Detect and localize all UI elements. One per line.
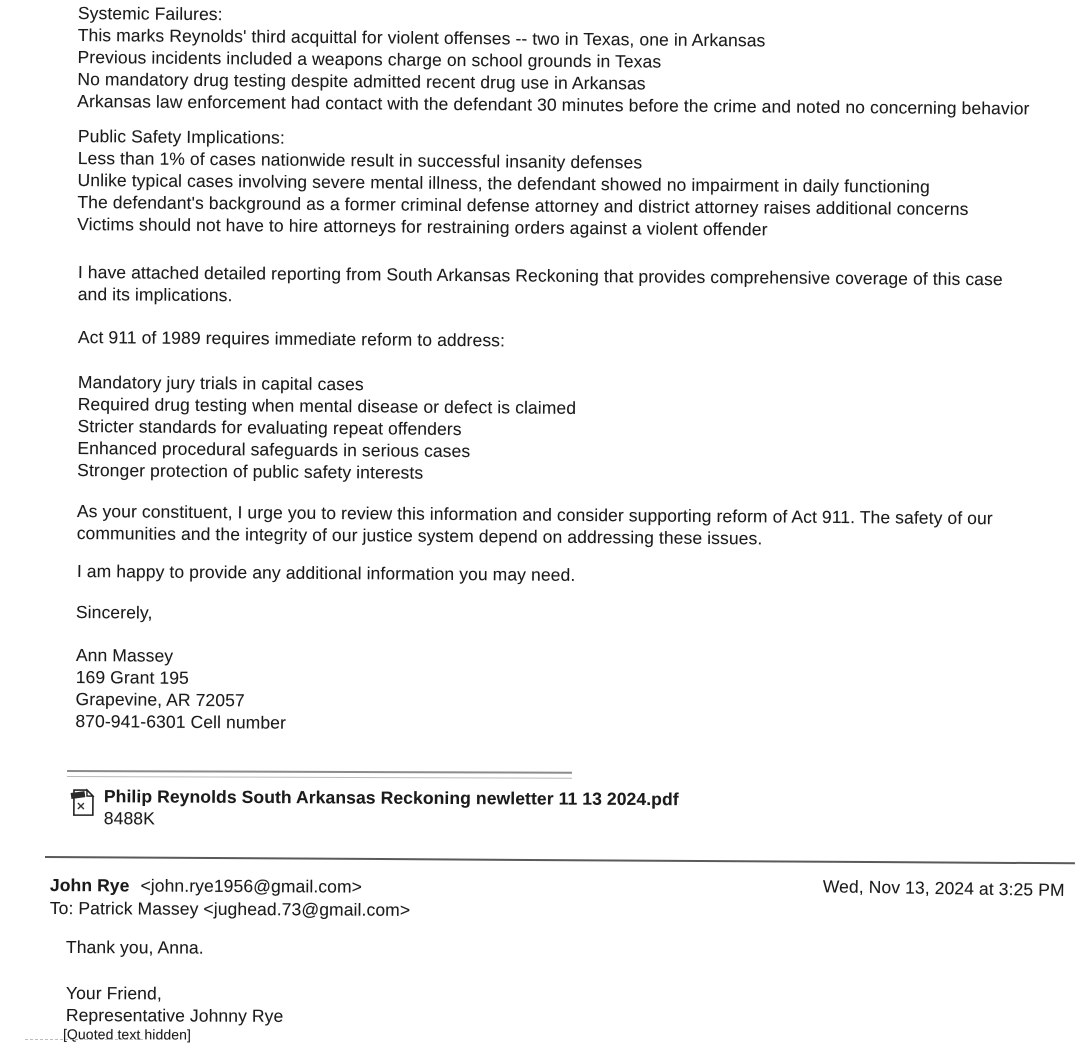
text-line: Previous incidents included a weapons charge on school grounds in Texas (77, 46, 662, 72)
text-line: Grapevine, AR 72057 (75, 688, 245, 711)
sender-email: <john.rye1956@gmail.com> (140, 875, 363, 897)
text-line: This marks Reynolds' third acquittal for violent offenses -- two in Texas, one in Arkansas (77, 24, 766, 51)
text-line: Stronger protection of public safety interests (77, 459, 424, 483)
text-line: The defendant's background as a former criminal defense attorney and district attorney raises additional concerns (77, 191, 969, 219)
attachment-row (70, 785, 679, 832)
text-line: Ann Massey (75, 644, 174, 666)
text-line: Act 911 of 1989 requires immediate reform to address: (77, 326, 506, 351)
text-line: I have attached detailed reporting from South Arkansas Reckoning that provides comprehensive coverage of this case (77, 261, 1003, 290)
from-line (50, 874, 410, 898)
attachment-divider (67, 770, 572, 779)
attachment-size: 8488K (103, 808, 155, 829)
text-line: I am happy to provide any additional information you may need. (76, 560, 576, 585)
paragraph-availability (77, 560, 576, 586)
text-line: Enhanced procedural safeguards in serious cases (77, 437, 471, 462)
text-line: Less than 1% of cases nationwide result in successful insanity defenses (77, 147, 643, 173)
pdf-file-icon (70, 787, 96, 817)
paragraph-reform-list (77, 371, 576, 485)
reply-header (50, 874, 411, 921)
text-line: Stricter standards for evaluating repeat offenders (77, 415, 462, 440)
text-line: 169 Grant 195 (75, 666, 190, 688)
attachment-filename: Philip Reynolds South Arkansas Reckoning newletter 11 13 2024.pdf (103, 786, 679, 810)
paragraph-closing (77, 500, 993, 551)
paragraph-signoff (76, 601, 153, 624)
text-line: Required drug testing when mental disease or defect is claimed (77, 393, 577, 418)
paragraph-act-intro (78, 326, 505, 351)
scan-artifact (25, 1039, 143, 1040)
text-line: No mandatory drug testing despite admitted recent drug use in Arkansas (77, 68, 646, 94)
reply-signoff (66, 982, 284, 1027)
reply-thanks: Thank you, Anna. (65, 937, 204, 958)
sender-name: John Rye (49, 875, 130, 896)
message-divider (45, 856, 1075, 864)
quoted-text-hidden: [Quoted text hidden] (62, 1026, 192, 1043)
message-date: Wed, Nov 13, 2024 at 3:25 PM (822, 876, 1065, 900)
text-line: Unlike typical cases involving severe mental illness, the defendant showed no impairment in daily functioning (77, 169, 930, 197)
paragraph-attached-note (78, 261, 1003, 312)
paragraph-public-safety (77, 125, 969, 242)
paragraph-systemic-failures (77, 2, 1030, 119)
text-line: Representative Johnny Rye (65, 1004, 284, 1026)
text-line: 870-941-6301 Cell number (75, 710, 287, 733)
text-line: and its implications. (77, 283, 233, 306)
to-line: To: Patrick Massey <jughead.73@gmail.com> (49, 897, 411, 920)
text-line: Your Friend, (65, 983, 162, 1004)
text-line: Victims should not have to hire attorneys for restraining orders against a violent offender (77, 213, 768, 240)
text-line: Mandatory jury trials in capital cases (77, 371, 364, 395)
text-line: Public Safety Implications: (77, 125, 285, 148)
text-line: Arkansas law enforcement had contact with the defendant 30 minutes before the crime and noted no concerning behavior (77, 90, 1030, 119)
text-line: As your constituent, I urge you to review this information and consider supporting reform of Act 911. The safety of our (76, 500, 993, 529)
text-line: Sincerely, (75, 601, 153, 623)
text-line: communities and the integrity of our justice system depend on addressing these issues. (76, 522, 763, 549)
text-line: Systemic Failures: (77, 2, 223, 25)
attachment-meta (104, 785, 679, 832)
paragraph-signature (75, 644, 286, 734)
